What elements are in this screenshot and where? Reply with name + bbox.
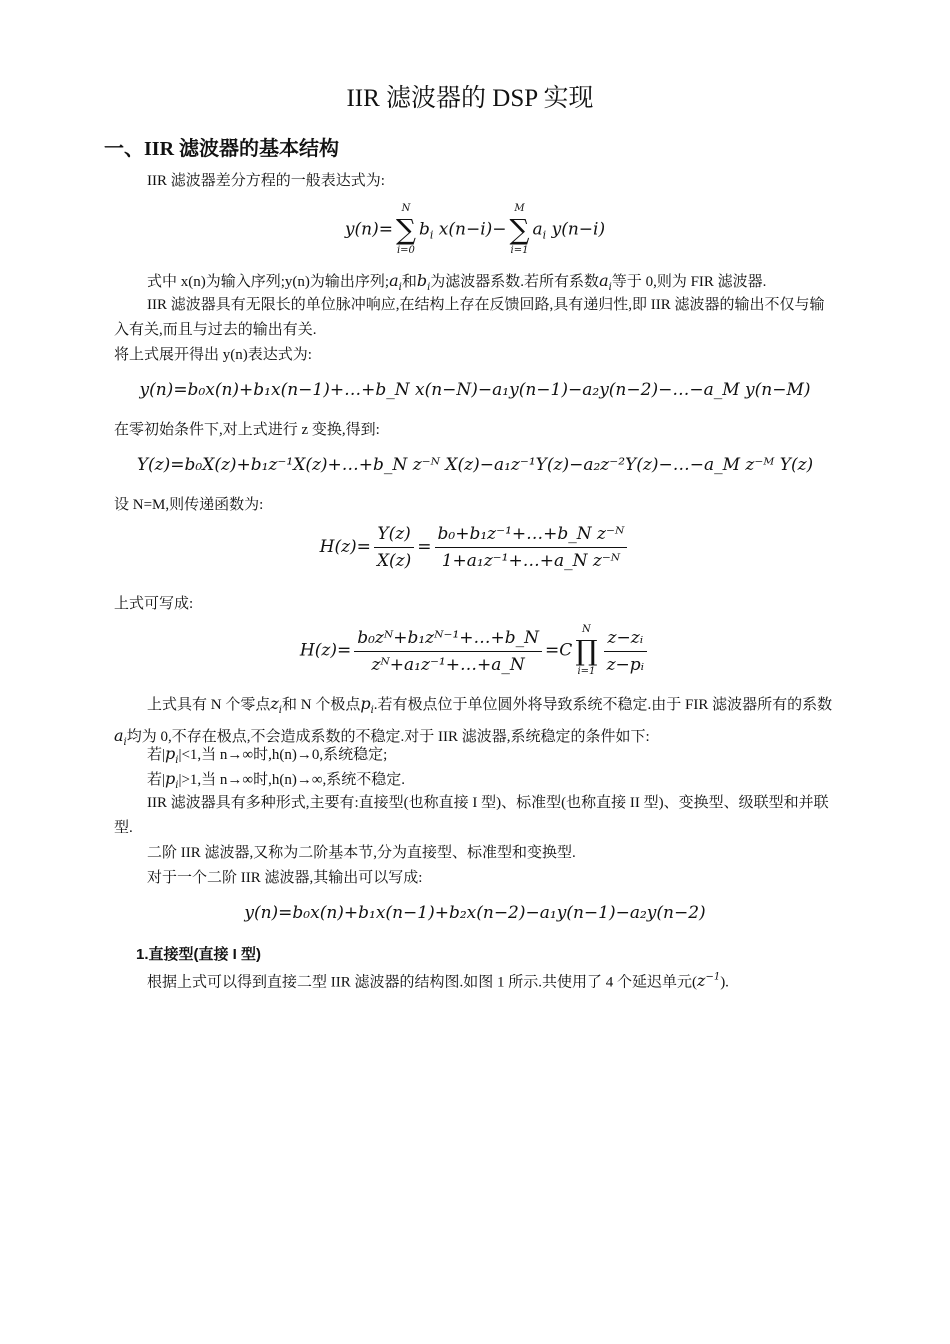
paragraph: IIR 滤波器具有多种形式,主要有:直接型(也称直接 I 型)、标准型(也称直接 II 型)、变换型、级联型和并联型. — [114, 795, 829, 836]
paragraph: 若$|p_i|>1$,当 n→∞时,h(n)→∞,系统不稳定. — [147, 769, 406, 792]
equation-transfer-function: H(z)= $\frac{Y(z)}{X(z)}$ = $\frac{\text{b₀+b₁z⁻¹+…+b\_N z⁻ᴺ}}{\text{1+a₁z⁻¹+…+a\_N z⁻ᴺ}}$ — [0, 524, 950, 571]
paragraph: 若$|p_i|<1$,当 n→∞时,h(n)→0,系统稳定; — [147, 744, 388, 767]
subsection-heading: 1.直接型(直接 I 型) — [136, 946, 262, 963]
equation-expanded: y(n)=b₀x(n)+b₁x(n−1)+…+b_N x(n−N)−a₁y(n−1)−a₂y(n−2)−…−a_M y(n−M) — [139, 380, 811, 400]
section-heading: 一、IIR 滤波器的基本结构 — [104, 138, 340, 160]
paragraph: 上式具有 N 个零点$z_i$和 N 个极点$p_i$.若有极点位于单位圆外将导致系统不稳定.由于 FIR 滤波器所有的系数$a_i$均为 0,不存在极点,不会造成系数的不稳定.对于 IIR 滤波器,系统稳定的条件如下: — [114, 694, 833, 749]
fraction: $\frac{\text{b₀zᴺ+b₁zᴺ⁻¹+…+b\_N}}{\text{zᴺ+a₁z⁻¹+…+a\_N}}$ — [354, 628, 542, 675]
fraction: $\frac{Y(z)}{X(z)}$ — [374, 524, 414, 571]
sum-operator: N ∑ i=0 — [395, 203, 416, 256]
equation-zero-pole-form: H(z)= $\frac{\text{b₀zᴺ+b₁zᴺ⁻¹+…+b\_N}}{\text{zᴺ+a₁z⁻¹+…+a\_N}}$ =C N ∏ i=1 $\frac{\text{z−zᵢ}}{\text{z−pᵢ}}$ — [0, 624, 950, 678]
eq1-lhs: y(n)= — [344, 219, 393, 240]
paragraph: IIR 滤波器差分方程的一般表达式为: — [147, 173, 385, 189]
paragraph: 设 N=M,则传递函数为: — [114, 497, 264, 513]
paragraph: 式中 x(n)为输入序列;y(n)为输出序列$;a_i$和$b_i$为滤波器系数.若所有系数$a_i$等于 0,则为 FIR 滤波器. — [147, 271, 767, 294]
paragraph: 二阶 IIR 滤波器,又称为二阶基本节,分为直接型、标准型和变换型. — [147, 845, 576, 861]
paragraph: 上式可写成: — [114, 596, 194, 612]
fraction: $\frac{\text{b₀+b₁z⁻¹+…+b\_N z⁻ᴺ}}{\text{1+a₁z⁻¹+…+a\_N z⁻ᴺ}}$ — [435, 524, 628, 571]
document-title: IIR 滤波器的 DSP 实现 — [346, 85, 594, 112]
paragraph: 对于一个二阶 IIR 滤波器,其输出可以写成: — [147, 870, 423, 886]
product-operator: N ∏ i=1 — [575, 624, 598, 677]
paragraph: 根据上式可以得到直接二型 IIR 滤波器的结构图.如图 1 所示.共使用了 4 个延迟单元$(z^{-1})$. — [147, 971, 729, 991]
paragraph: 在零初始条件下,对上式进行 z 变换,得到: — [114, 422, 380, 438]
equation-z-transform: Y(z)=b₀X(z)+b₁z⁻¹X(z)+…+b_N z⁻ᴺ X(z)−a₁z⁻¹Y(z)−a₂z⁻²Y(z)−…−a_M z⁻ᴹ Y(z) — [136, 455, 814, 475]
paragraph: IIR 滤波器具有无限长的单位脉冲响应,在结构上存在反馈回路,具有递归性,即 IIR 滤波器的输出不仅与输入有关,而且与过去的输出有关. — [114, 297, 825, 338]
equation-difference: y(n)= N ∑ i=0 $b_i$ x(n−i)− M ∑ i=1 $a_i$ y(n−i) — [344, 203, 606, 256]
sum-operator: M ∑ i=1 — [509, 203, 530, 256]
fraction: $\frac{\text{z−zᵢ}}{\text{z−pᵢ}}$ — [604, 628, 648, 675]
equation-second-order: y(n)=b₀x(n)+b₁x(n−1)+b₂x(n−2)−a₁y(n−1)−a₂y(n−2) — [244, 903, 706, 923]
paragraph: 将上式展开得出 y(n)表达式为: — [114, 347, 312, 363]
